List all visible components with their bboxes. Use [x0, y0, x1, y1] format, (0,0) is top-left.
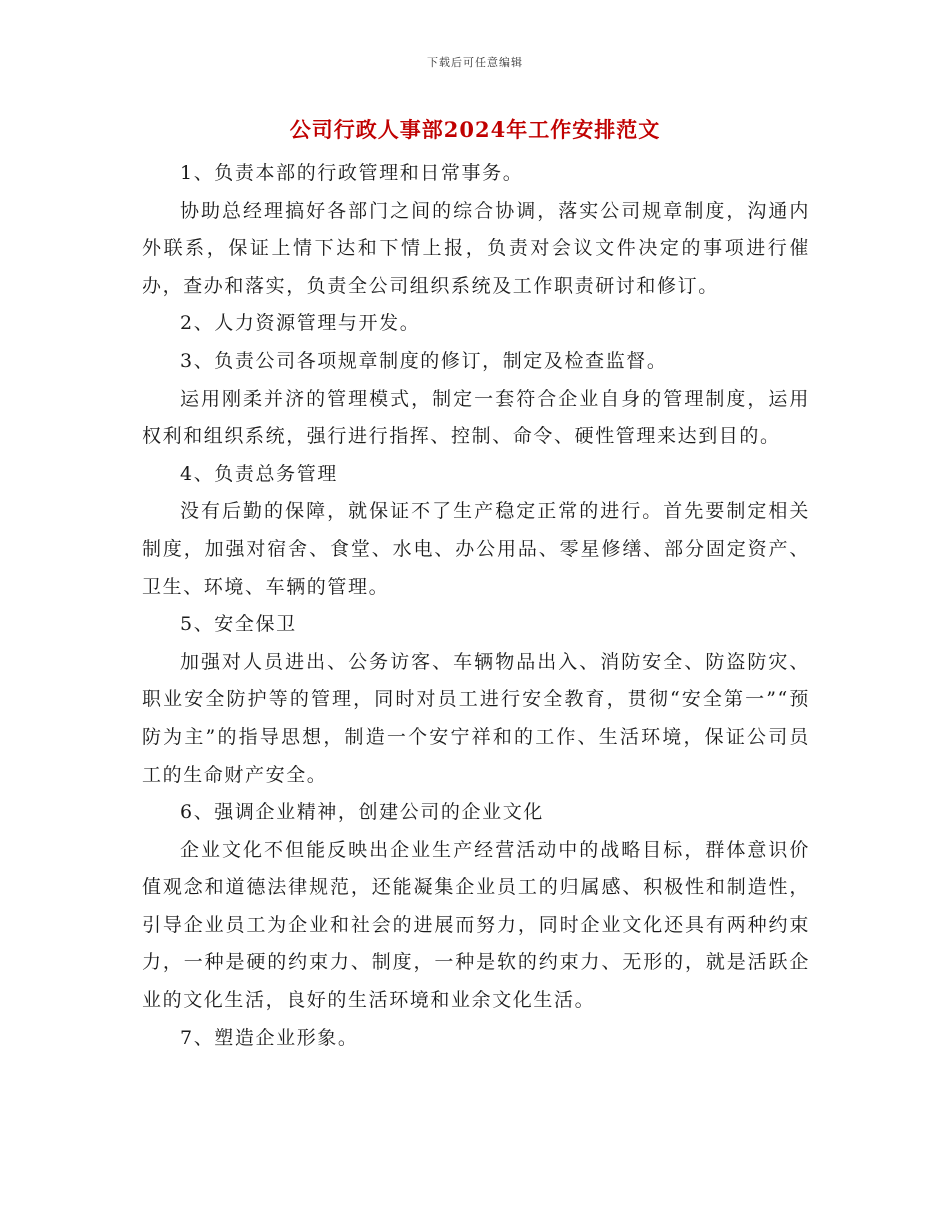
paragraph-8: 5、安全保卫 — [180, 613, 297, 636]
paragraph-1: 1、负责本部的行政管理和日常事务。 — [180, 162, 524, 184]
paragraph-7: 没有后勤的保障，就保证不了生产稳定正常的进行。首先要制定相关制度，加强对宿舍、食堂、水电、办公用品、零星修缮、部分固定资产、卫生、环境、车辆的管理。 — [142, 500, 810, 598]
document-body — [142, 155, 810, 1057]
paragraph-12: 7、塑造企业形象。 — [180, 1026, 359, 1049]
document-title: 公司行政人事部2024年工作安排范文 — [289, 117, 661, 142]
paragraph-9: 加强对人员进出、公务访客、车辆物品出入、消防安全、防盗防灾、职业安全防护等的管理，同时对员工进行安全教育，贯彻“安全第一”“预防为主”的指导思想，制造一个安宁祥和的工作、生活环境，保证公司员工的生命财产安全。 — [142, 650, 810, 786]
paragraph-11: 企业文化不但能反映出企业生产经营活动中的战略目标，群体意识价值观念和道德法律规范，还能凝集企业员工的归属感、积极性和制造性，引导企业员工为企业和社会的进展而努力，同时企业文化还具有两种约束力，一种是硬的约束力、制度，一种是软的约束力、无形的，就是活跃企业的文化生活，良好的生活环境和业余文化生活。 — [142, 838, 810, 1012]
paragraph-10: 6、强调企业精神，创建公司的企业文化 — [180, 801, 544, 824]
paragraph-3: 2、人力资源管理与开发。 — [180, 312, 421, 335]
paragraph-6: 4、负责总务管理 — [180, 462, 338, 485]
header-note: 下载后可任意编辑 — [427, 56, 523, 69]
paragraph-5: 运用刚柔并济的管理模式，制定一套符合企业自身的管理制度，运用权利和组织系统，强行进行指挥、控制、命令、硬性管理来达到目的。 — [142, 387, 810, 448]
paragraph-2: 协助总经理搞好各部门之间的综合协调，落实公司规章制度，沟通内外联系，保证上情下达和下情上报，负责对会议文件决定的事项进行催办，查办和落实，负责全公司组织系统及工作职责研讨和修订。 — [142, 199, 810, 297]
paragraph-4: 3、负责公司各项规章制度的修订，制定及检查监督。 — [180, 349, 668, 372]
